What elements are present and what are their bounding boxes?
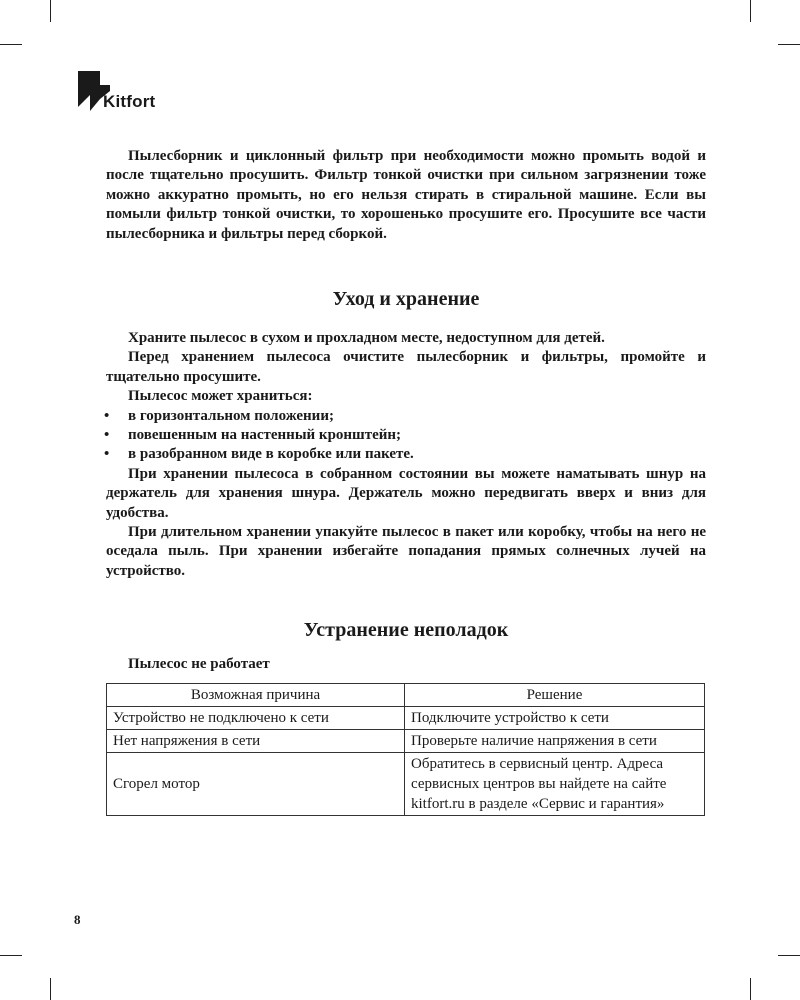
troubleshooting-heading: Устранение неполадок <box>303 619 509 641</box>
page-number: 8 <box>74 912 81 927</box>
list-item: • в горизонтальном положении; <box>106 407 706 426</box>
care-paragraph-3: Пылесос может храниться: <box>128 388 313 405</box>
care-paragraph-1: Храните пылесос в сухом и прохладном месте, недоступном для детей. <box>128 330 605 346</box>
crop-mark-bottom-right-vertical <box>750 978 751 1000</box>
care-paragraph-5: При длительном хранении упакуйте пылесос в пакет или коробку, чтобы на него не оседала пыль. При хранении избегайте попадания прямых солнечных лучей на устройство. <box>106 524 706 579</box>
troubleshooting-subheading: Пылесос не работает <box>128 656 270 672</box>
cause-cell: Устройство не подключено к сети <box>107 707 405 730</box>
table-row <box>107 730 705 753</box>
cause-cell: Сгорел мотор <box>107 753 405 816</box>
crop-mark-bottom-left-horizontal <box>0 955 22 956</box>
header-cause: Возможная причина <box>107 684 405 707</box>
table-header-row <box>107 684 705 707</box>
crop-mark-top-right-vertical <box>750 0 751 22</box>
solution-cell: Обратитесь в сервисный центр. Адреса сервисных центров вы найдете на сайте kitfort.ru в разделе «Сервис и гарантия» <box>405 753 705 816</box>
header-solution: Решение <box>405 684 705 707</box>
care-paragraph-2: Перед хранением пылесоса очистите пылесборник и фильтры, промойте и тщательно просушите. <box>106 349 706 385</box>
table-row <box>107 707 705 730</box>
storage-options-list <box>106 407 706 465</box>
crop-mark-top-right-horizontal <box>778 44 800 45</box>
bullet-icon: • <box>104 407 110 424</box>
troubleshooting-table <box>106 683 705 816</box>
crop-mark-top-left-vertical <box>50 0 51 22</box>
list-item: • повешенным на настенный кронштейн; <box>106 426 706 445</box>
solution-cell: Подключите устройство к сети <box>405 707 705 730</box>
list-item: • в разобранном виде в коробке или пакете. <box>106 445 706 464</box>
cleaning-paragraph: Пылесборник и циклонный фильтр при необходимости можно промыть водой и после тщательно просушить. Фильтр тонкой очистки при сильном загрязнении тоже можно аккуратно промыть, но его нельзя стирать в стиральной машине. Если вы помыли фильтр тонкой очистки, то хорошенько просушите его. Просушите все части пылесборника и фильтры перед сборкой. <box>106 148 706 242</box>
solution-cell: Проверьте наличие напряжения в сети <box>405 730 705 753</box>
care-paragraph-4: При хранении пылесоса в собранном состоянии вы можете наматывать шнур на держатель для хранения шнура. Держатель можно передвигать вверх и вниз для удобства. <box>106 465 706 521</box>
cleaning-section <box>106 147 706 244</box>
crop-mark-bottom-left-vertical <box>50 978 51 1000</box>
bullet-icon: • <box>104 427 110 444</box>
brand-name: Kitfort <box>103 92 156 111</box>
care-heading: Уход и хранение <box>332 288 480 310</box>
table-row <box>107 753 705 816</box>
bullet-icon: • <box>104 446 110 463</box>
care-section <box>106 329 706 581</box>
crop-mark-top-left-horizontal <box>0 44 22 45</box>
crop-mark-bottom-right-horizontal <box>778 955 800 956</box>
cause-cell: Нет напряжения в сети <box>107 730 405 753</box>
